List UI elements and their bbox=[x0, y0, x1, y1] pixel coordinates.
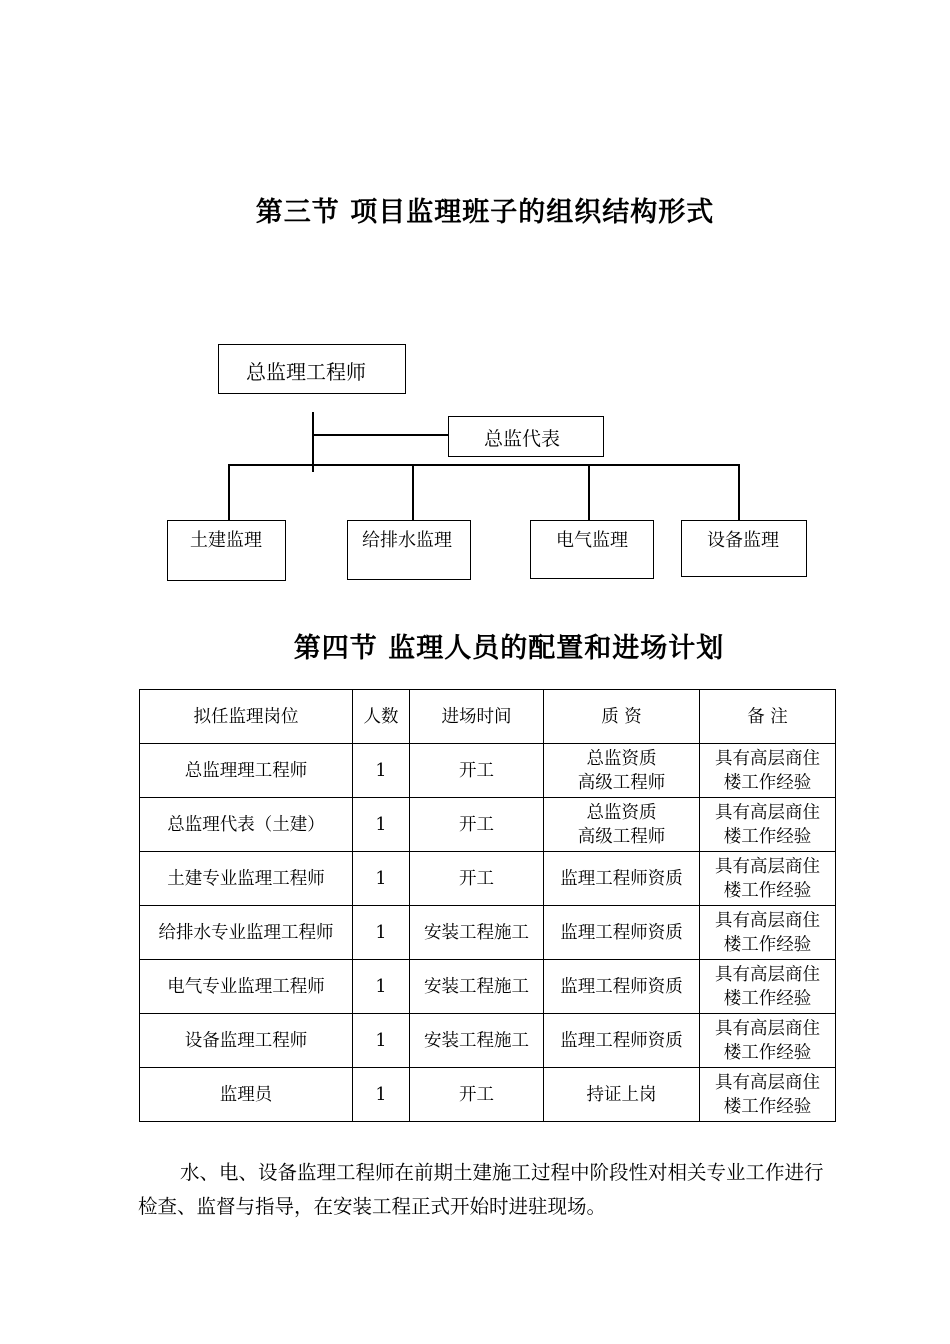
table-header-cell: 人数 bbox=[353, 690, 410, 744]
note-line: 具有高层商住 bbox=[715, 802, 820, 823]
table-header-cell: 进场时间 bbox=[410, 690, 544, 744]
table-row bbox=[140, 798, 836, 852]
note-line: 具有高层商住 bbox=[715, 1018, 820, 1039]
cell-time: 安装工程施工 bbox=[410, 1014, 544, 1068]
table-row bbox=[140, 744, 836, 798]
table-row bbox=[140, 852, 836, 906]
section-3-title: 第三节 项目监理班子的组织结构形式 bbox=[255, 197, 715, 228]
cell-time: 开工 bbox=[410, 798, 544, 852]
table-header-row bbox=[140, 690, 836, 744]
cell-count: 1 bbox=[353, 1014, 410, 1068]
table-header-cell: 备 注 bbox=[700, 690, 836, 744]
cell-time: 开工 bbox=[410, 1068, 544, 1122]
note-line: 具有高层商住 bbox=[715, 910, 820, 931]
cell-post: 设备监理工程师 bbox=[140, 1014, 353, 1068]
org-node-chief bbox=[218, 344, 406, 394]
cell-count: 1 bbox=[353, 852, 410, 906]
cell-qualification: 监理工程师资质 bbox=[544, 852, 700, 906]
table-row bbox=[140, 960, 836, 1014]
cell-time: 安装工程施工 bbox=[410, 906, 544, 960]
table-row bbox=[140, 1068, 836, 1122]
cell-post: 给排水专业监理工程师 bbox=[140, 906, 353, 960]
body-paragraph: 水、电、设备监理工程师在前期土建施工过程中阶段性对相关专业工作进行检查、监督与指导，在安装工程正式开始时进驻现场。 bbox=[138, 1161, 824, 1218]
cell-post: 电气专业监理工程师 bbox=[140, 960, 353, 1014]
cell-post: 总监理理工程师 bbox=[140, 744, 353, 798]
org-node-plumbing bbox=[347, 520, 471, 580]
qual-line: 总监资质 bbox=[586, 802, 657, 823]
cell-note bbox=[700, 960, 836, 1014]
qual-line: 高级工程师 bbox=[577, 772, 666, 793]
cell-note bbox=[700, 1014, 836, 1068]
note-line: 楼工作经验 bbox=[723, 934, 812, 955]
org-node-deputy-label: 总监代表 bbox=[484, 428, 561, 450]
table-header-cell: 拟任监理岗位 bbox=[140, 690, 353, 744]
note-line: 楼工作经验 bbox=[723, 988, 812, 1009]
org-deputy-connector bbox=[312, 434, 448, 436]
cell-post: 监理员 bbox=[140, 1068, 353, 1122]
org-branch-line bbox=[228, 464, 739, 466]
cell-count: 1 bbox=[353, 798, 410, 852]
note-line: 楼工作经验 bbox=[723, 772, 812, 793]
org-node-plumbing-label: 给排水监理 bbox=[362, 530, 452, 551]
cell-post: 土建专业监理工程师 bbox=[140, 852, 353, 906]
org-node-electrical-label: 电气监理 bbox=[556, 530, 628, 551]
org-drop-line bbox=[412, 464, 414, 520]
section-4-title: 第四节 监理人员的配置和进场计划 bbox=[293, 633, 725, 664]
note-line: 楼工作经验 bbox=[723, 1042, 812, 1063]
org-drop-line bbox=[738, 464, 740, 520]
org-drop-line bbox=[588, 464, 590, 520]
cell-count: 1 bbox=[353, 960, 410, 1014]
cell-time: 安装工程施工 bbox=[410, 960, 544, 1014]
note-line: 楼工作经验 bbox=[723, 1096, 812, 1117]
org-node-civil bbox=[167, 520, 286, 581]
cell-note bbox=[700, 798, 836, 852]
org-node-chief-label: 总监理工程师 bbox=[246, 360, 366, 384]
org-drop-line bbox=[228, 464, 230, 520]
cell-count: 1 bbox=[353, 906, 410, 960]
note-line: 具有高层商住 bbox=[715, 748, 820, 769]
org-node-civil-label: 土建监理 bbox=[190, 530, 262, 551]
cell-qualification bbox=[544, 798, 700, 852]
qual-line: 总监资质 bbox=[586, 748, 657, 769]
table-row bbox=[140, 906, 836, 960]
note-line: 具有高层商住 bbox=[715, 1072, 820, 1093]
cell-qualification: 监理工程师资质 bbox=[544, 960, 700, 1014]
cell-qualification: 持证上岗 bbox=[544, 1068, 700, 1122]
staffing-table bbox=[139, 689, 836, 1122]
cell-time: 开工 bbox=[410, 744, 544, 798]
cell-count: 1 bbox=[353, 744, 410, 798]
qual-line: 高级工程师 bbox=[577, 826, 666, 847]
org-trunk-line bbox=[312, 412, 314, 472]
note-line: 楼工作经验 bbox=[723, 880, 812, 901]
cell-note bbox=[700, 906, 836, 960]
org-node-electrical bbox=[530, 520, 654, 579]
org-node-equipment bbox=[681, 520, 807, 577]
note-line: 具有高层商住 bbox=[715, 856, 820, 877]
cell-qualification: 监理工程师资质 bbox=[544, 906, 700, 960]
cell-post: 总监理代表（土建） bbox=[140, 798, 353, 852]
note-line: 楼工作经验 bbox=[723, 826, 812, 847]
note-line: 具有高层商住 bbox=[715, 964, 820, 985]
table-row bbox=[140, 1014, 836, 1068]
cell-note bbox=[700, 744, 836, 798]
cell-count: 1 bbox=[353, 1068, 410, 1122]
cell-qualification: 监理工程师资质 bbox=[544, 1014, 700, 1068]
org-node-equipment-label: 设备监理 bbox=[707, 530, 779, 551]
org-node-deputy bbox=[448, 416, 604, 457]
cell-note bbox=[700, 852, 836, 906]
table-header-cell: 质 资 bbox=[544, 690, 700, 744]
cell-qualification bbox=[544, 744, 700, 798]
cell-note bbox=[700, 1068, 836, 1122]
cell-time: 开工 bbox=[410, 852, 544, 906]
